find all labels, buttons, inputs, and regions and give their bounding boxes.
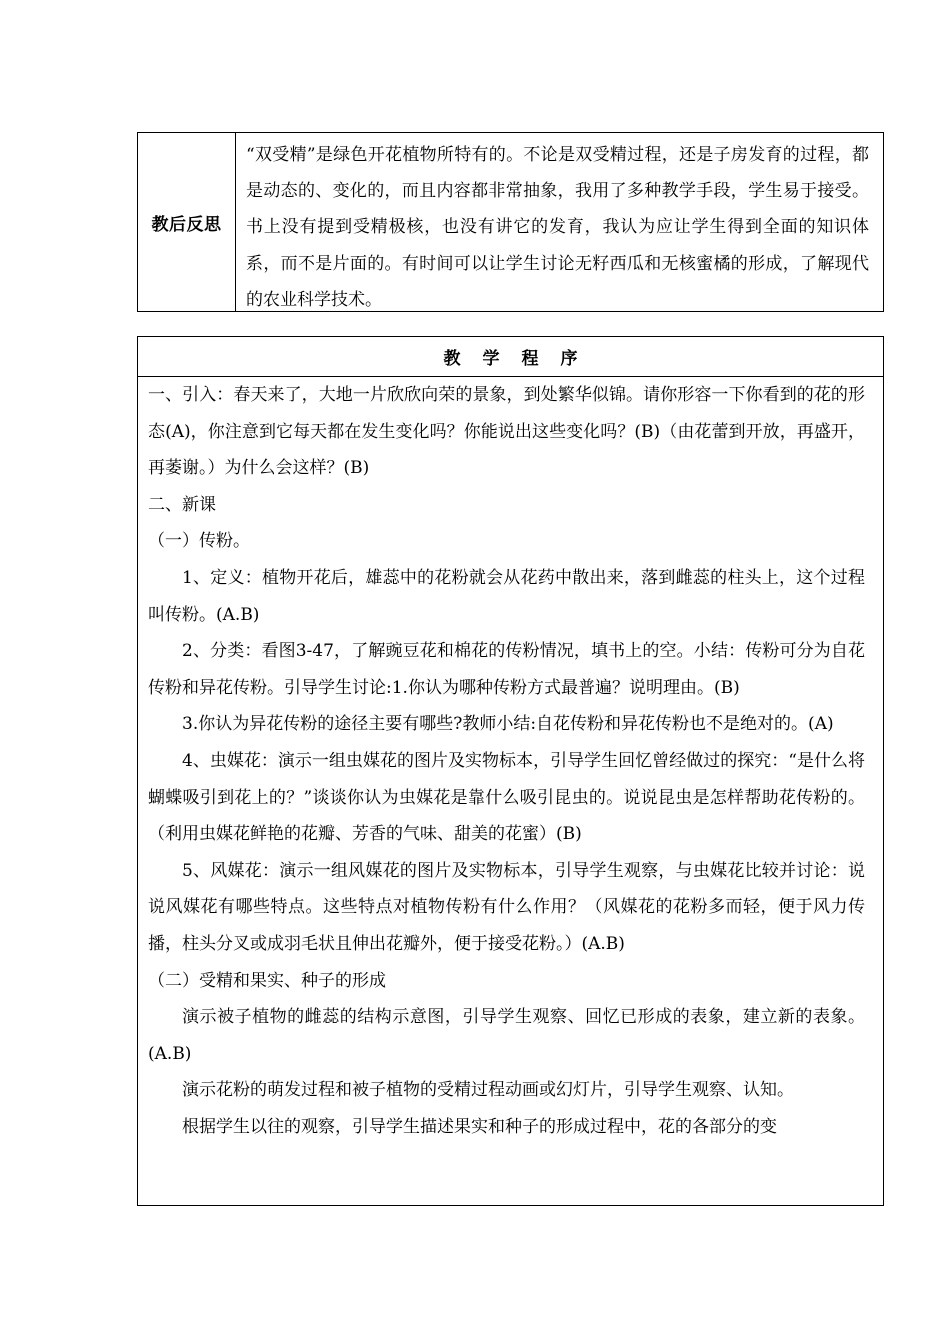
paragraph-wind-flowers: 5、风媒花：演示一组风媒花的图片及实物标本，引导学生观察，与虫媒花比较并讨论：说说风媒花有哪些特点。这些特点对植物传粉有什么作用？（风媒花的花粉多而轻，便于风力传播，柱头分叉或成羽毛状且伸出花瓣外，便于接受花粉。）(A.B) [148,860,865,954]
paragraph-pollen-germination: 演示花粉的萌发过程和被子植物的受精过程动画或幻灯片，引导学生观察、认知。 [182,1080,794,1101]
procedure-content [138,377,883,1145]
reflection-content [236,133,883,311]
paragraph-fertilization-heading: （二）受精和果实、种子的形成 [148,970,386,991]
procedure-table [137,336,884,1206]
paragraph-insect-flowers: 4、虫媒花：演示一组虫媒花的图片及实物标本，引导学生回忆曾经做过的探究：“是什么将蝴蝶吸引到花上的？”谈谈你认为虫媒花是靠什么吸引昆虫的。说说昆虫是怎样帮助花传粉的。（利用虫媒花鲜艳的花瓣、芳香的气味、甜美的花蜜）(B) [148,750,865,845]
reflection-text: “双受精”是绿色开花植物所特有的。不论是双受精过程，还是子房发育的过程，都是动态的、变化的，而且内容都非常抽象，我用了多种教学手段，学生易于接受。书上没有提到受精极核，也没有讲它的发育，我认为应让学生得到全面的知识体系，而不是片面的。有时间可以让学生讨论无籽西瓜和无核蜜橘的形成，了解现代的农业科学技术。 [246,145,869,310]
paragraph-classification: 2、分类：看图3-47，了解豌豆花和棉花的传粉情况，填书上的空。小结：传粉可分为自花传粉和异花传粉。引导学生讨论:1.你认为哪种传粉方式最普遍？说明理由。(B) [148,641,865,698]
paragraph-definition: 1、定义：植物开花后，雄蕊中的花粉就会从花药中散出来，落到雌蕊的柱头上，这个过程叫传粉。(A.B) [148,567,865,625]
paragraph-new-lesson: 二、新课 [148,494,216,515]
paragraph-pistil-structure: 演示被子植物的雌蕊的结构示意图，引导学生观察、回忆已形成的表象，建立新的表象。(A.B) [148,1007,865,1064]
procedure-title: 教学程序 [138,337,883,377]
paragraph-cross-pollination: 3.你认为异花传粉的途径主要有哪些?教师小结:自花传粉和异花传粉也不是绝对的。(A) [182,714,834,735]
paragraph-pollination-heading: （一）传粉。 [148,531,250,552]
paragraph-fruit-formation: 根据学生以往的观察，引导学生描述果实和种子的形成过程中，花的各部分的变 [182,1116,777,1137]
paragraph-intro: 一、引入：春天来了，大地一片欣欣向荣的景象，到处繁华似锦。请你形容一下你看到的花的形态(A)，你注意到它每天都在发生变化吗？你能说出这些变化吗？(B)（由花蕾到开放，再盛开，再萎谢。）为什么会这样？(B) [148,385,865,479]
reflection-table [137,132,884,312]
reflection-label: 教后反思 [138,133,236,311]
